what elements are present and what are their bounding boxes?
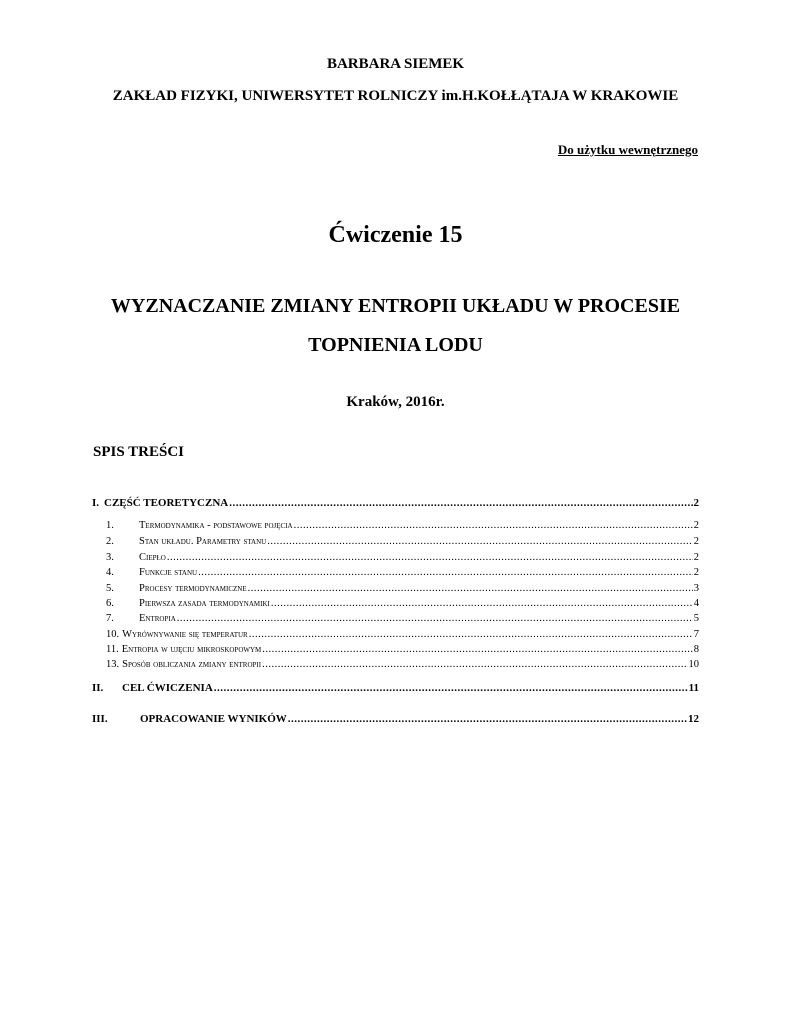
toc-entry-number: 4. xyxy=(106,567,114,578)
usage-note: Do użytku wewnętrznego xyxy=(557,142,698,157)
main-title-line-1: WYZNACZANIE ZMIANY ENTROPII UKŁADU W PROCESIE xyxy=(110,295,681,317)
toc-entry[interactable] xyxy=(92,681,699,695)
toc-entry-label: Pierwsza zasada termodynamiki xyxy=(139,598,270,609)
toc-entry-label: CEL ĆWICZENIA xyxy=(122,682,213,694)
place-date: Kraków, 2016r. xyxy=(346,394,445,410)
toc-entry-label: CZĘŚĆ TEORETYCZNA xyxy=(104,497,229,509)
toc-leader-dots xyxy=(214,681,688,695)
toc-entry-label: Funkcje stanu xyxy=(139,567,198,578)
toc-entry-number: 6. xyxy=(106,598,114,609)
toc-entry-number: 11. xyxy=(106,644,119,655)
toc-entry-page: 2 xyxy=(693,497,699,509)
toc-entry[interactable] xyxy=(92,519,699,533)
toc-entry-number: I. xyxy=(92,497,100,509)
institution-name: ZAKŁAD FIZYKI, UNIWERSYTET ROLNICZY im.H.KOŁŁĄTAJA W KRAKOWIE xyxy=(112,88,679,104)
toc-entry-label: Stan układu. Parametry stanu xyxy=(139,536,267,547)
toc-entry[interactable] xyxy=(92,496,699,510)
toc-entry[interactable] xyxy=(92,535,699,549)
toc-entry-page: 12 xyxy=(688,713,699,725)
main-title-line-2: TOPNIENIA LODU xyxy=(308,334,483,356)
toc-entry-page: 4 xyxy=(693,598,699,609)
toc-entry-page: 10 xyxy=(688,659,699,670)
toc-entry-page: 2 xyxy=(693,536,699,547)
toc-entry[interactable] xyxy=(92,628,699,642)
toc-leader-dots xyxy=(288,712,687,726)
toc-entry-page: 11 xyxy=(688,682,699,694)
toc-entry[interactable] xyxy=(92,597,699,611)
toc-leader-dots xyxy=(167,551,693,565)
toc-entry-number: III. xyxy=(92,713,108,725)
toc-entry-label: Entropia w ujęciu mikroskopowym xyxy=(121,644,262,655)
toc-entry-label: Ciepło xyxy=(139,552,166,563)
toc-entry-label: Procesy termodynamiczne xyxy=(139,583,247,594)
toc-leader-dots xyxy=(262,643,692,657)
toc-leader-dots xyxy=(262,658,687,672)
main-title xyxy=(0,287,791,365)
exercise-title: Ćwiczenie 15 xyxy=(328,222,463,248)
toc-leader-dots xyxy=(177,612,693,626)
toc-leader-dots xyxy=(229,496,692,510)
toc-entry[interactable] xyxy=(92,566,699,580)
toc-entry[interactable] xyxy=(92,582,699,596)
toc-entry-label: Wyrównywanie się temperatur xyxy=(122,629,248,640)
toc-leader-dots xyxy=(198,566,693,580)
toc-entry-number: 13. xyxy=(106,659,120,670)
toc-entry-number: II. xyxy=(92,682,104,694)
toc-entry[interactable] xyxy=(92,712,699,726)
toc-entry-label: OPRACOWANIE WYNIKÓW xyxy=(140,713,287,725)
toc-entry-page: 5 xyxy=(693,613,699,624)
toc-entry-label: Termodynamika - podstawowe pojęcia xyxy=(139,520,293,531)
toc-leader-dots xyxy=(267,535,693,549)
toc-entry-number: 5. xyxy=(106,583,114,594)
toc-leader-dots xyxy=(271,597,693,611)
toc-entry-number: 2. xyxy=(106,536,114,547)
toc-heading: SPIS TREŚCI xyxy=(93,444,185,460)
toc-entry-page: 2 xyxy=(693,567,699,578)
toc-leader-dots xyxy=(248,582,693,596)
toc-entry-number: 3. xyxy=(106,552,114,563)
toc-leader-dots xyxy=(294,519,693,533)
toc-entry-label: Sposób obliczania zmiany entropii xyxy=(122,659,262,670)
toc-entry-number: 7. xyxy=(106,613,114,624)
toc-entry[interactable] xyxy=(92,551,699,565)
toc-entry[interactable] xyxy=(92,612,699,626)
toc-leader-dots xyxy=(249,628,693,642)
author-name: BARBARA SIEMEK xyxy=(326,56,465,72)
toc-entry[interactable] xyxy=(92,643,699,657)
toc-entry-page: 8 xyxy=(693,644,699,655)
toc-entry-page: 2 xyxy=(693,520,699,531)
toc-entry-page: 7 xyxy=(693,629,699,640)
toc-entry-page: 3 xyxy=(693,583,699,594)
toc-entry[interactable] xyxy=(92,658,699,672)
toc-entry-label: Entropia xyxy=(139,613,176,624)
toc-entry-page: 2 xyxy=(693,552,699,563)
toc-entry-number: 1. xyxy=(106,520,114,531)
toc-entry-number: 10. xyxy=(106,629,120,640)
